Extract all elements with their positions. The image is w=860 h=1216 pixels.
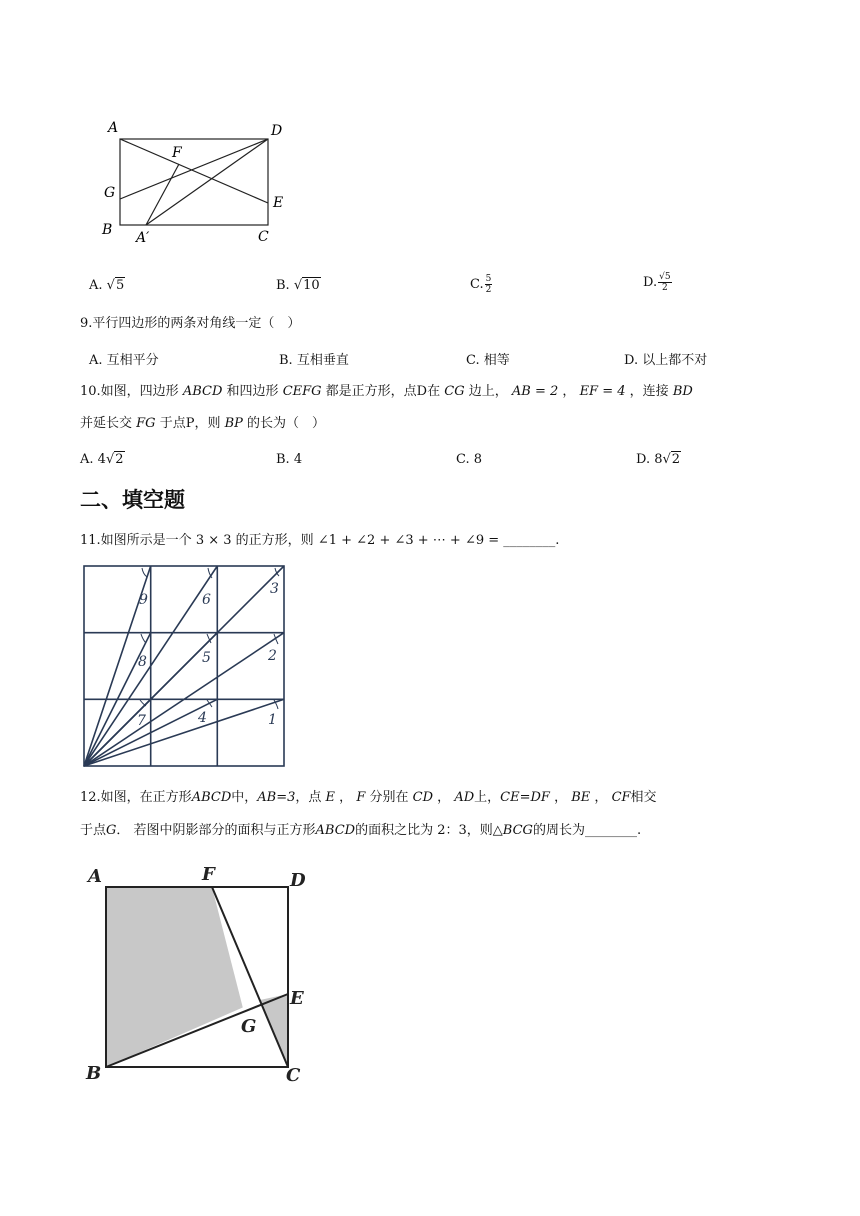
label-d: D [290, 870, 306, 891]
q8-option-d[interactable]: D. $\frac{√5}{2}$ [643, 272, 671, 293]
angle-label-9: 9 [139, 592, 148, 608]
label-a-prime: A′ [136, 230, 150, 246]
q10-stem-line1: 10.如图，四边形 ABCD 和四边形 CEFG 都是正方形，点D在 CG 边上， AB = 2 ， EF = 4 ，连接 BD [80, 384, 693, 399]
q9-option-b[interactable]: B. 互相垂直 [279, 353, 349, 368]
rectangle-abcd [120, 139, 268, 225]
label-f: F [172, 145, 182, 161]
q8-option-a[interactable]: A. √5 [89, 278, 125, 293]
section-heading-fill-in: 二、填空题 [80, 488, 185, 512]
line-a1f [146, 164, 179, 225]
figure-q11-grid [82, 564, 287, 769]
angle-label-7: 7 [137, 713, 146, 729]
q9-option-d[interactable]: D. 以上都不对 [624, 353, 708, 368]
angle-label-6: 6 [202, 592, 211, 608]
label-e: E [290, 988, 304, 1009]
angle-label-5: 5 [202, 650, 211, 666]
q10-stem-line2: 并延长交 FG 于点P，则 BP 的长为（ ） [80, 416, 326, 431]
label-a: A [108, 120, 119, 136]
fraction: $\frac{√5}{2}$ [659, 272, 671, 293]
angle-label-8: 8 [138, 654, 147, 670]
sqrt-symbol: √5 [106, 278, 125, 293]
q10-option-d[interactable]: D. 8√2 [636, 452, 681, 467]
label-e: E [273, 195, 284, 211]
label-b: B [102, 222, 113, 238]
label-b: B [86, 1063, 102, 1084]
q8-option-c[interactable]: C. $\frac{5}{2}$ [470, 274, 492, 295]
label-g: G [104, 185, 116, 201]
angle-label-1: 1 [268, 712, 277, 728]
sqrt-symbol: √2 [662, 452, 681, 467]
angle-label-4: 4 [198, 710, 207, 726]
q12-stem-line1: 12.如图，在正方形ABCD中，AB=3，点 E ， F 分别在 CD ， AD上，CE=DF ， BE ， CF相交 [80, 790, 657, 805]
angle-label-3: 3 [270, 581, 279, 597]
label-g: G [241, 1016, 257, 1037]
q11-stem: 11.如图所示是一个 3 × 3 的正方形，则 ∠1 + ∠2 + ∠3 + ⋯ + ∠9 = ________. [80, 533, 560, 548]
q9-option-a[interactable]: A. 互相平分 [89, 353, 159, 368]
figure-q8-rectangle [96, 115, 296, 250]
q9-option-c[interactable]: C. 相等 [466, 353, 510, 368]
q9-stem: 9.平行四边形的两条对角线一定（ ） [80, 316, 301, 331]
line-a1d [146, 139, 268, 225]
figure-q12-square [84, 860, 324, 1090]
q10-option-a[interactable]: A. 4√2 [80, 452, 124, 467]
label-a: A [88, 866, 102, 887]
q10-option-b[interactable]: B. 4 [276, 452, 303, 467]
q12-stem-line2: 于点G． 若图中阴影部分的面积与正方形ABCD的面积之比为 2：3，则△BCG的周长为________. [80, 823, 642, 838]
label-d: D [271, 123, 283, 139]
angle-label-2: 2 [268, 648, 277, 664]
q10-option-c[interactable]: C. 8 [456, 452, 483, 467]
label-c: C [286, 1065, 301, 1086]
sqrt-symbol: √2 [105, 452, 124, 467]
label-c: C [258, 229, 269, 245]
sqrt-symbol: √10 [293, 278, 320, 293]
q8-option-b[interactable]: B. √10 [276, 278, 320, 293]
label-f: F [202, 864, 215, 885]
fraction: $\frac{5}{2}$ [485, 274, 492, 295]
